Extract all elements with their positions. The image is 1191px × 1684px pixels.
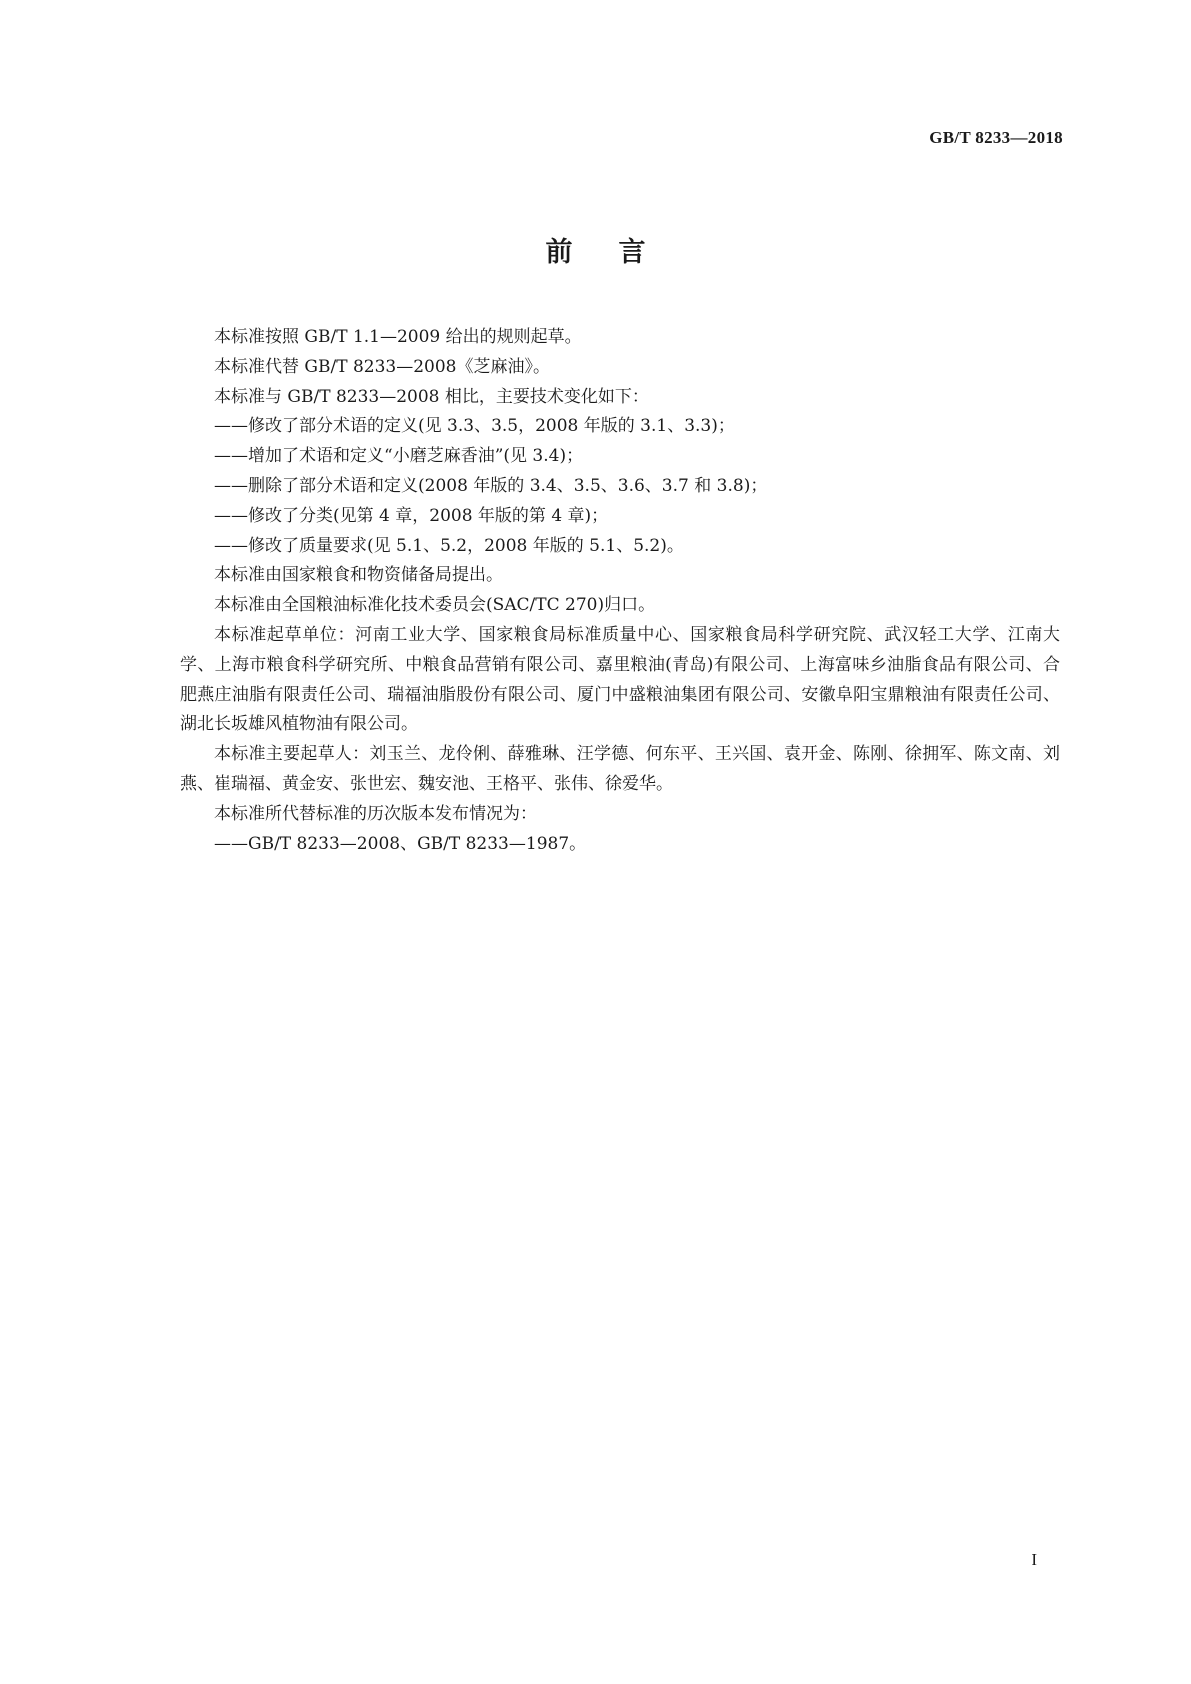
page-title: 前言 (545, 237, 692, 268)
standard-code: GB/T 8233—2018 (929, 128, 1063, 147)
list-item-change-3: ——删除了部分术语和定义(2008 年版的 3.4、3.5、3.6、3.7 和 3.8)； (214, 475, 768, 496)
paragraph-drafting-rules: 本标准按照 GB/T 1.1—2009 给出的规则起草。 (214, 327, 582, 347)
list-item-change-2: ——增加了术语和定义“小磨芝麻香油”(见 3.4)； (214, 446, 584, 467)
page-number: I (1031, 1550, 1037, 1569)
list-item-change-5: ——修改了质量要求(见 5.1、5.2，2008 年版的 5.1、5.2)。 (214, 535, 684, 556)
paragraph-changes-intro: 本标准与 GB/T 8233—2008 相比，主要技术变化如下： (214, 386, 649, 407)
list-item-change-1: ——修改了部分术语的定义(见 3.3、3.5，2008 年版的 3.1、3.3)； (214, 416, 735, 437)
paragraph-committee: 本标准由全国粮油标准化技术委员会(SAC/TC 270)归口。 (214, 595, 656, 616)
paragraph-history-intro: 本标准所代替标准的历次版本发布情况为： (214, 803, 537, 824)
list-item-change-4: ——修改了分类(见第 4 章，2008 年版的第 4 章)； (214, 505, 609, 526)
paragraph-drafting-units: 本标准起草单位：河南工业大学、国家粮食局标准质量中心、国家粮食局科学研究院、武汉轻工大学、江南大学、上海市粮食科学研究所、中粮食品营销有限公司、嘉里粮油(青岛)有限公司、上海富味乡油脂食品有限公司、合肥燕庄油脂有限责任公司、瑞福油脂股份有限公司、厦门中盛粮油集团有限公司、安徽阜阳宝鼎粮油有限责任公司、湖北长坂雄风植物油有限公司。 (180, 624, 1060, 735)
paragraph-replaces: 本标准代替 GB/T 8233—2008《芝麻油》。 (214, 356, 550, 377)
paragraph-proposer: 本标准由国家粮食和物资储备局提出。 (214, 565, 503, 586)
foreword-body (180, 323, 1060, 859)
paragraph-drafters: 本标准主要起草人：刘玉兰、龙伶俐、薛雅琳、汪学德、何东平、王兴国、袁开金、陈刚、徐拥军、陈文南、刘燕、崔瑞福、黄金安、张世宏、魏安池、王格平、张伟、徐爱华。 (180, 744, 1060, 794)
list-item-history: ——GB/T 8233—2008、GB/T 8233—1987。 (214, 833, 587, 854)
